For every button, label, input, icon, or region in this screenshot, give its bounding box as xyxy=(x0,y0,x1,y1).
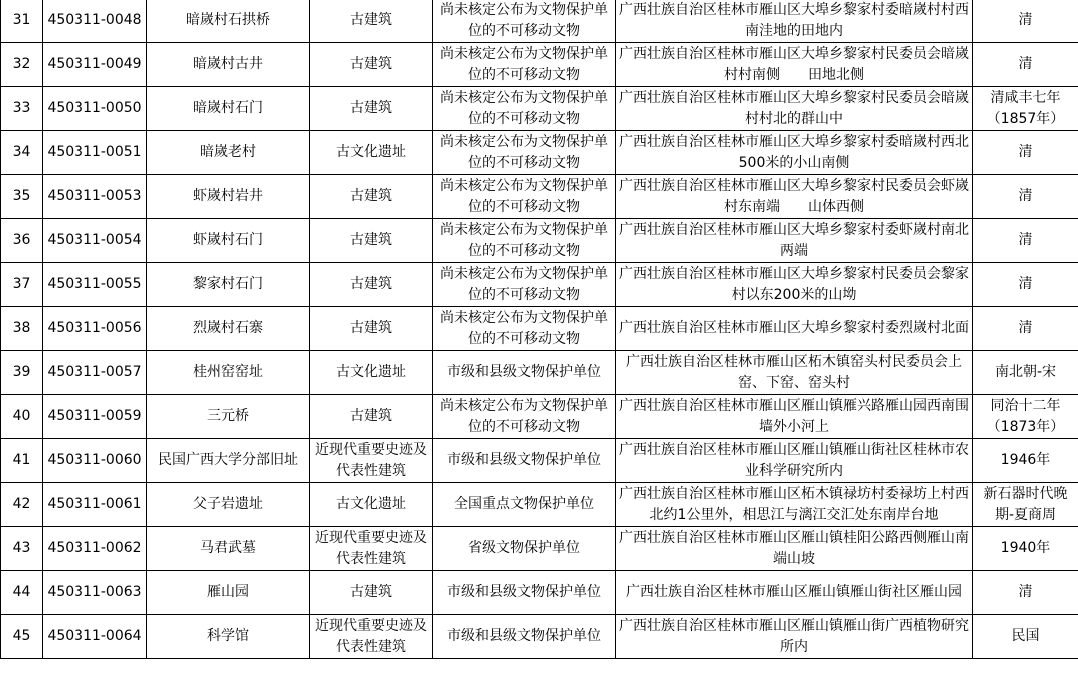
row-number-cell: 43 xyxy=(1,527,43,571)
location-address-cell: 广西壮族自治区桂林市雁山区大埠乡黎家村委虾嵗村南北两端 xyxy=(616,219,973,263)
heritage-name-cell: 暗嵗村石拱桥 xyxy=(147,0,310,43)
protection-level-cell: 尚未核定公布为文物保护单位的不可移动文物 xyxy=(433,43,616,87)
table-row xyxy=(1,307,1078,351)
heritage-code-cell: 450311-0054 xyxy=(43,219,147,263)
protection-level-cell: 尚未核定公布为文物保护单位的不可移动文物 xyxy=(433,307,616,351)
table-row xyxy=(1,263,1078,307)
table-row xyxy=(1,131,1078,175)
heritage-category-cell: 近现代重要史迹及代表性建筑 xyxy=(310,439,433,483)
location-address-cell: 广西壮族自治区桂林市雁山区雁山镇桂阳公路西侧雁山南端山坡 xyxy=(616,527,973,571)
row-number-cell: 31 xyxy=(1,0,43,43)
table-body xyxy=(1,0,1078,659)
heritage-category-cell: 古建筑 xyxy=(310,87,433,131)
table-row xyxy=(1,0,1078,43)
location-address-cell: 广西壮族自治区桂林市雁山区雁山镇雁山街社区桂林市农业科学研究所内 xyxy=(616,439,973,483)
table-row xyxy=(1,175,1078,219)
heritage-code-cell: 450311-0064 xyxy=(43,615,147,659)
location-address-cell: 广西壮族自治区桂林市雁山区大埠乡黎家村委暗嵗村西北500米的小山南侧 xyxy=(616,131,973,175)
table-row xyxy=(1,395,1078,439)
location-address-cell: 广西壮族自治区桂林市雁山区大埠乡黎家村委烈嵗村北面 xyxy=(616,307,973,351)
heritage-category-cell: 古建筑 xyxy=(310,395,433,439)
heritage-code-cell: 450311-0060 xyxy=(43,439,147,483)
heritage-name-cell: 暗嵗村古井 xyxy=(147,43,310,87)
protection-level-cell: 市级和县级文物保护单位 xyxy=(433,351,616,395)
heritage-code-cell: 450311-0049 xyxy=(43,43,147,87)
era-cell: 清 xyxy=(973,0,1078,43)
location-address-cell: 广西壮族自治区桂林市雁山区大埠乡黎家村委暗嵗村村西南洼地的田地内 xyxy=(616,0,973,43)
era-cell: 清 xyxy=(973,131,1078,175)
location-address-cell: 广西壮族自治区桂林市雁山区雁山镇雁山街社区雁山园 xyxy=(616,571,973,615)
table-row xyxy=(1,483,1078,527)
era-cell: 1946年 xyxy=(973,439,1078,483)
heritage-code-cell: 450311-0051 xyxy=(43,131,147,175)
heritage-category-cell: 古建筑 xyxy=(310,571,433,615)
era-cell: 清 xyxy=(973,175,1078,219)
row-number-cell: 42 xyxy=(1,483,43,527)
location-address-cell: 广西壮族自治区桂林市雁山区大埠乡黎家村民委员会暗嵗村村北的群山中 xyxy=(616,87,973,131)
table-row xyxy=(1,439,1078,483)
table-row xyxy=(1,527,1078,571)
heritage-category-cell: 古文化遗址 xyxy=(310,483,433,527)
heritage-category-cell: 古建筑 xyxy=(310,0,433,43)
heritage-name-cell: 马君武墓 xyxy=(147,527,310,571)
heritage-code-cell: 450311-0055 xyxy=(43,263,147,307)
era-cell: 新石器时代晚期-夏商周 xyxy=(973,483,1078,527)
row-number-cell: 32 xyxy=(1,43,43,87)
heritage-code-cell: 450311-0056 xyxy=(43,307,147,351)
era-cell: 民国 xyxy=(973,615,1078,659)
row-number-cell: 34 xyxy=(1,131,43,175)
heritage-category-cell: 古建筑 xyxy=(310,43,433,87)
heritage-name-cell: 虾嵗村石门 xyxy=(147,219,310,263)
heritage-code-cell: 450311-0048 xyxy=(43,0,147,43)
protection-level-cell: 尚未核定公布为文物保护单位的不可移动文物 xyxy=(433,395,616,439)
era-cell: 清 xyxy=(973,219,1078,263)
protection-level-cell: 市级和县级文物保护单位 xyxy=(433,615,616,659)
heritage-category-cell: 近现代重要史迹及代表性建筑 xyxy=(310,527,433,571)
table-row xyxy=(1,615,1078,659)
protection-level-cell: 尚未核定公布为文物保护单位的不可移动文物 xyxy=(433,175,616,219)
era-cell: 清 xyxy=(973,307,1078,351)
heritage-category-cell: 古文化遗址 xyxy=(310,351,433,395)
heritage-name-cell: 黎家村石门 xyxy=(147,263,310,307)
location-address-cell: 广西壮族自治区桂林市雁山区柘木镇窑头村民委员会上窑、下窑、窑头村 xyxy=(616,351,973,395)
table-row xyxy=(1,571,1078,615)
heritage-code-cell: 450311-0057 xyxy=(43,351,147,395)
row-number-cell: 40 xyxy=(1,395,43,439)
heritage-code-cell: 450311-0053 xyxy=(43,175,147,219)
heritage-code-cell: 450311-0050 xyxy=(43,87,147,131)
row-number-cell: 33 xyxy=(1,87,43,131)
era-cell: 1940年 xyxy=(973,527,1078,571)
protection-level-cell: 尚未核定公布为文物保护单位的不可移动文物 xyxy=(433,0,616,43)
heritage-name-cell: 科学馆 xyxy=(147,615,310,659)
heritage-name-cell: 暗嵗老村 xyxy=(147,131,310,175)
protection-level-cell: 省级文物保护单位 xyxy=(433,527,616,571)
row-number-cell: 37 xyxy=(1,263,43,307)
protection-level-cell: 尚未核定公布为文物保护单位的不可移动文物 xyxy=(433,131,616,175)
row-number-cell: 35 xyxy=(1,175,43,219)
heritage-name-cell: 父子岩遗址 xyxy=(147,483,310,527)
table-row xyxy=(1,87,1078,131)
protection-level-cell: 尚未核定公布为文物保护单位的不可移动文物 xyxy=(433,263,616,307)
heritage-category-cell: 古建筑 xyxy=(310,263,433,307)
heritage-category-cell: 古文化遗址 xyxy=(310,131,433,175)
heritage-name-cell: 桂州窑窑址 xyxy=(147,351,310,395)
row-number-cell: 44 xyxy=(1,571,43,615)
heritage-name-cell: 雁山园 xyxy=(147,571,310,615)
protection-level-cell: 市级和县级文物保护单位 xyxy=(433,571,616,615)
table-row xyxy=(1,351,1078,395)
heritage-category-cell: 古建筑 xyxy=(310,219,433,263)
heritage-code-cell: 450311-0062 xyxy=(43,527,147,571)
row-number-cell: 36 xyxy=(1,219,43,263)
location-address-cell: 广西壮族自治区桂林市雁山区大埠乡黎家村民委员会黎家村以东200米的山坳 xyxy=(616,263,973,307)
heritage-name-cell: 民国广西大学分部旧址 xyxy=(147,439,310,483)
row-number-cell: 38 xyxy=(1,307,43,351)
protection-level-cell: 全国重点文物保护单位 xyxy=(433,483,616,527)
location-address-cell: 广西壮族自治区桂林市雁山区雁山镇雁山街广西植物研究所内 xyxy=(616,615,973,659)
heritage-code-cell: 450311-0059 xyxy=(43,395,147,439)
protection-level-cell: 尚未核定公布为文物保护单位的不可移动文物 xyxy=(433,87,616,131)
era-cell: 清 xyxy=(973,263,1078,307)
heritage-name-cell: 三元桥 xyxy=(147,395,310,439)
era-cell: 清 xyxy=(973,571,1078,615)
row-number-cell: 39 xyxy=(1,351,43,395)
protection-level-cell: 市级和县级文物保护单位 xyxy=(433,439,616,483)
table-row xyxy=(1,43,1078,87)
location-address-cell: 广西壮族自治区桂林市雁山区大埠乡黎家村民委员会暗嵗村村南侧 田地北侧 xyxy=(616,43,973,87)
heritage-code-cell: 450311-0063 xyxy=(43,571,147,615)
heritage-name-cell: 烈嵗村石寨 xyxy=(147,307,310,351)
era-cell: 同治十二年（1873年） xyxy=(973,395,1078,439)
table-row xyxy=(1,219,1078,263)
location-address-cell: 广西壮族自治区桂林市雁山区柘木镇禄坊村委禄坊上村西北约1公里外，相思江与漓江交汇处东南岸台地 xyxy=(616,483,973,527)
era-cell: 南北朝-宋 xyxy=(973,351,1078,395)
row-number-cell: 45 xyxy=(1,615,43,659)
heritage-name-cell: 虾嵗村岩井 xyxy=(147,175,310,219)
heritage-code-cell: 450311-0061 xyxy=(43,483,147,527)
heritage-category-cell: 古建筑 xyxy=(310,307,433,351)
row-number-cell: 41 xyxy=(1,439,43,483)
heritage-category-cell: 近现代重要史迹及代表性建筑 xyxy=(310,615,433,659)
location-address-cell: 广西壮族自治区桂林市雁山区大埠乡黎家村民委员会虾嵗村东南端 山体西侧 xyxy=(616,175,973,219)
heritage-name-cell: 暗嵗村石门 xyxy=(147,87,310,131)
protection-level-cell: 尚未核定公布为文物保护单位的不可移动文物 xyxy=(433,219,616,263)
location-address-cell: 广西壮族自治区桂林市雁山区雁山镇雁兴路雁山园西南围墙外小河上 xyxy=(616,395,973,439)
era-cell: 清咸丰七年（1857年） xyxy=(973,87,1078,131)
heritage-category-cell: 古建筑 xyxy=(310,175,433,219)
era-cell: 清 xyxy=(973,43,1078,87)
